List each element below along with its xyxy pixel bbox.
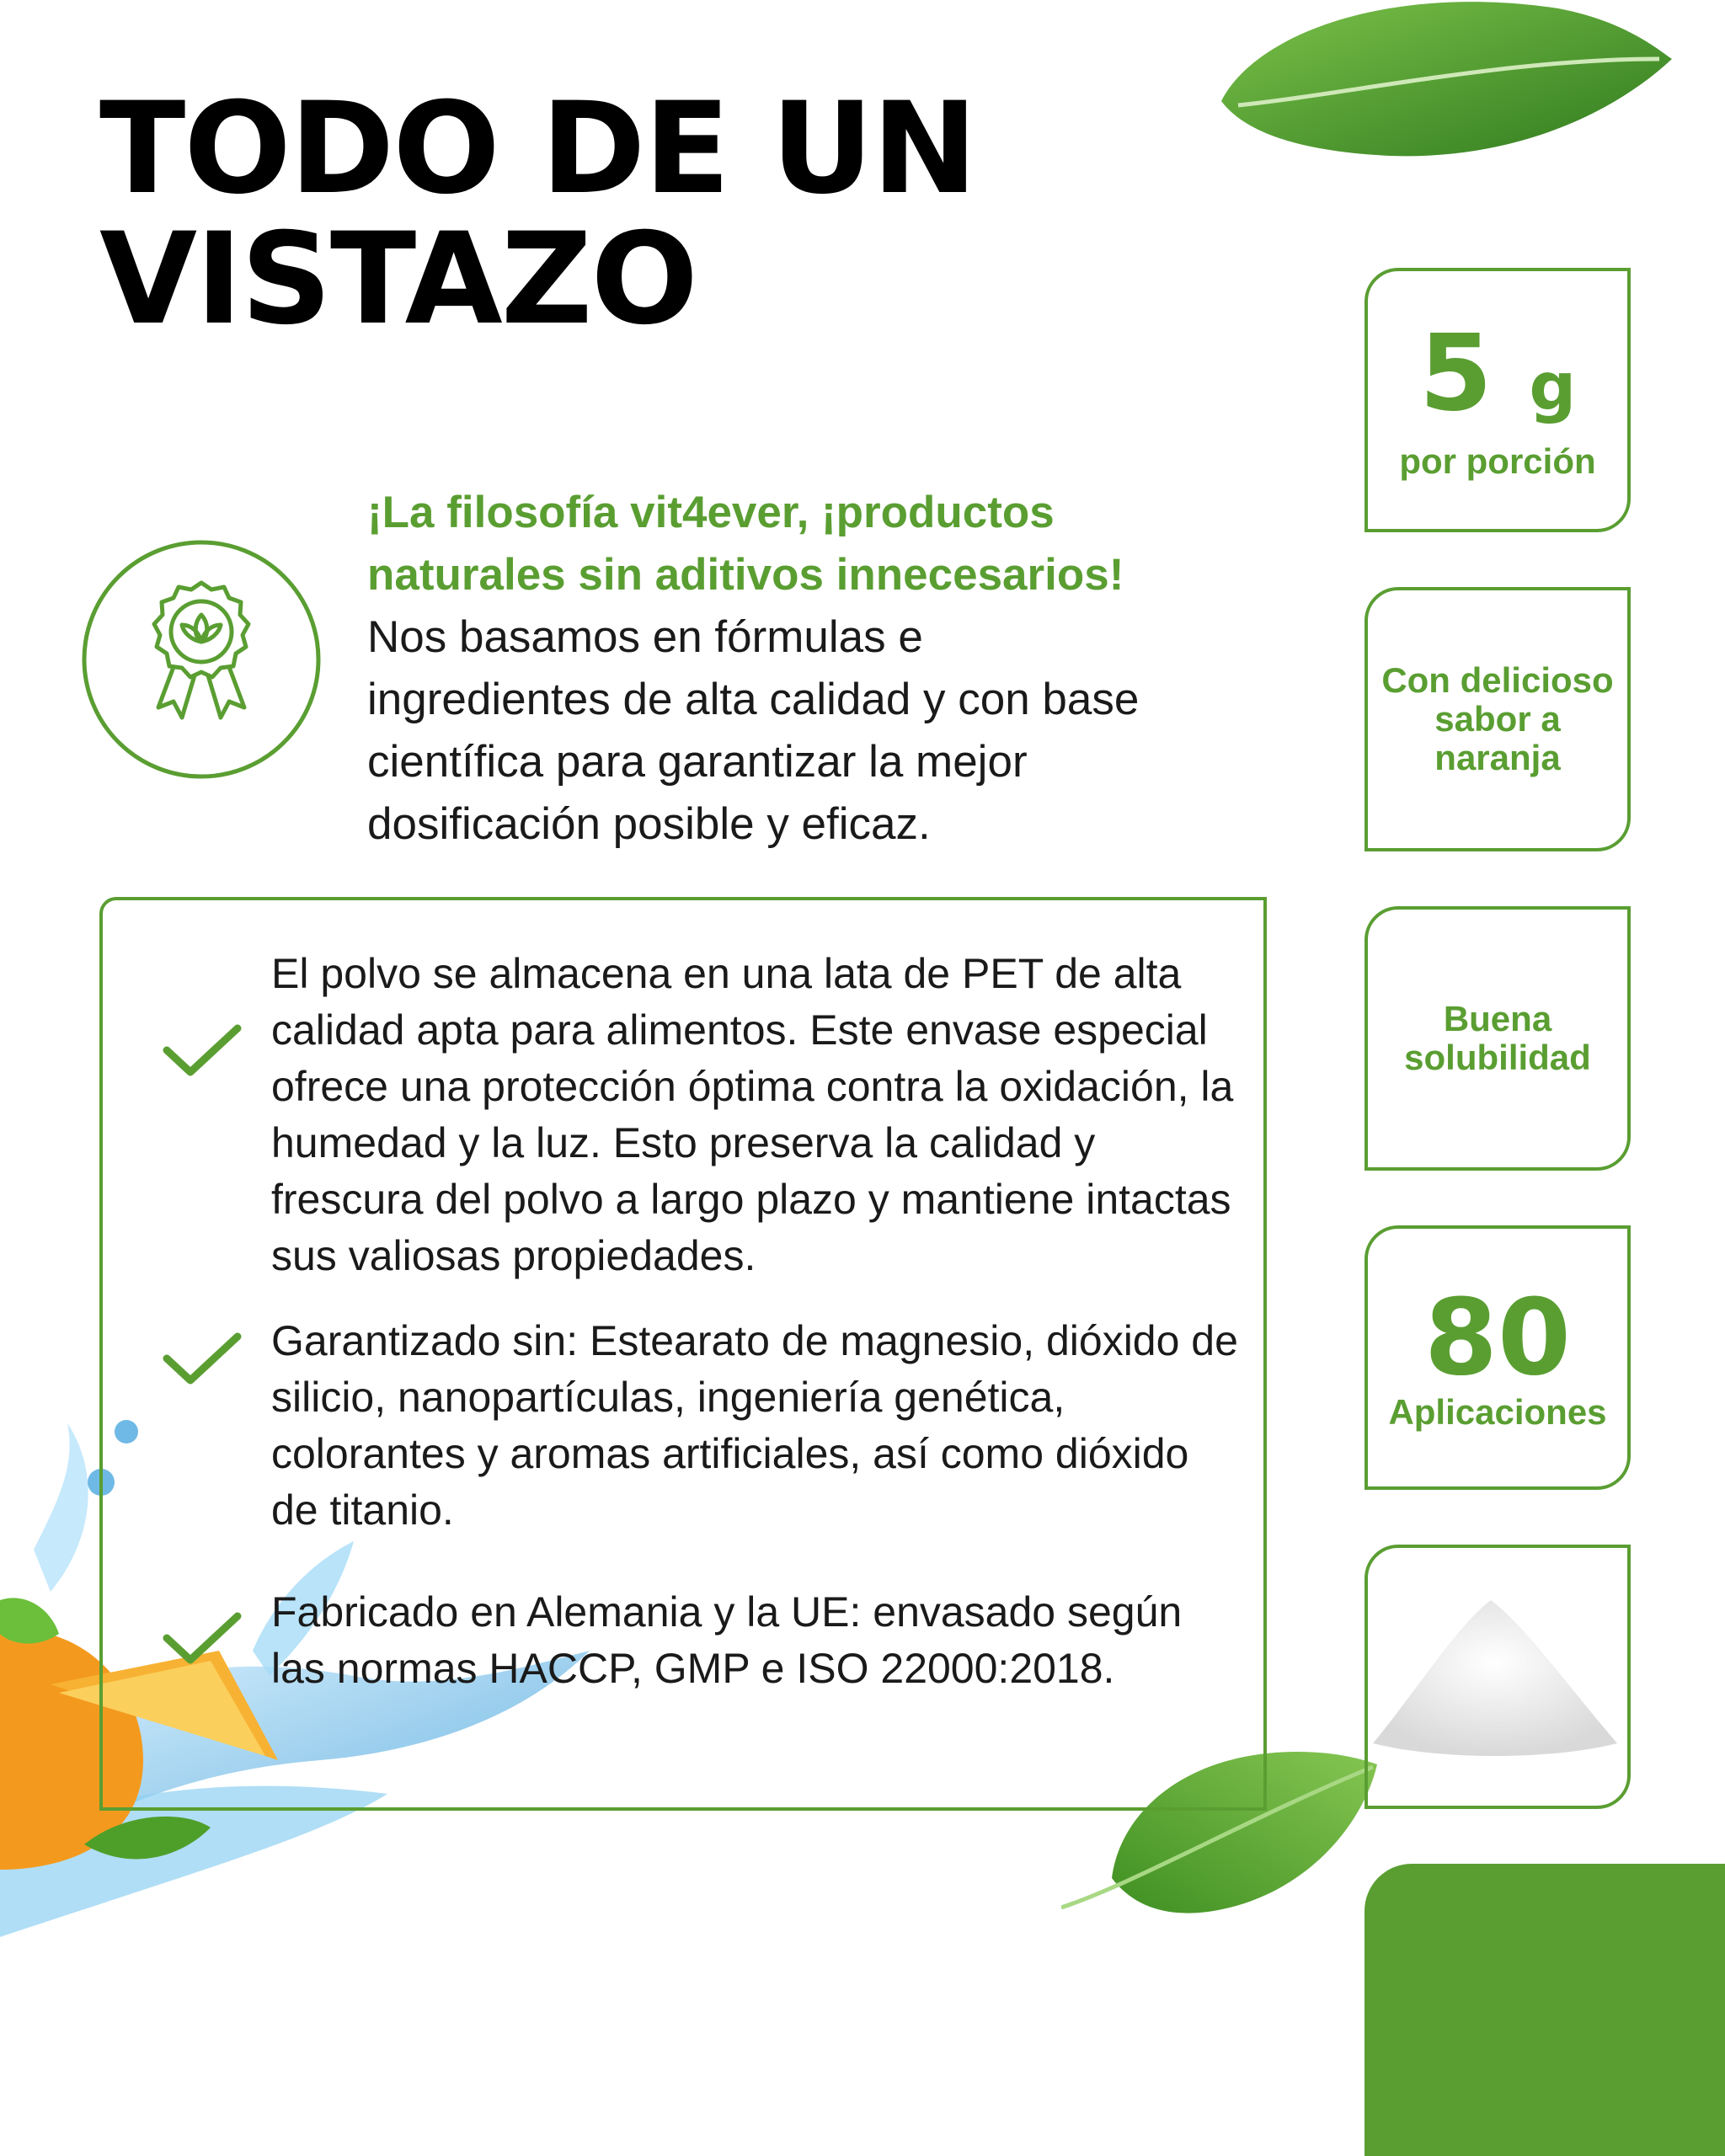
serving-size-badge <box>1365 268 1631 532</box>
powder-badge <box>1365 1545 1631 1809</box>
philosophy-body: Nos basamos en fórmulas e ingredientes de alta calidad y con base científica para garantizar la mejor dosificación posible y eficaz. <box>367 612 1140 849</box>
serving-number: 5 <box>1418 312 1493 435</box>
checkmark-icon <box>160 1330 244 1389</box>
green-accent-tab <box>1365 1864 1725 2156</box>
page-title <box>99 76 976 353</box>
philosophy-headline: ¡La filosofía vit4ever, ¡productos naturales sin aditivos innecesarios! <box>367 488 1124 600</box>
applications-value: 80 <box>1424 1277 1571 1399</box>
applications-badge <box>1365 1225 1631 1490</box>
serving-value <box>1418 312 1577 442</box>
checkmark-icon <box>160 1022 244 1081</box>
serving-unit: g <box>1529 350 1577 425</box>
benefit-text: Fabricado en Alemania y la UE: envasado según las normas HACCP, GMP e ISO 22000:2018. <box>271 1588 1183 1692</box>
title-line-2: VISTAZO <box>99 206 697 353</box>
flavor-label: Con delicioso sabor a naranja <box>1381 660 1614 777</box>
philosophy-text <box>367 482 1176 856</box>
solubility-badge <box>1365 906 1631 1171</box>
serving-label: por porción <box>1399 441 1596 481</box>
applications-label: Aplicaciones <box>1388 1392 1607 1432</box>
flavor-badge <box>1365 587 1631 851</box>
leaf-icon <box>1204 0 1676 168</box>
checkmark-icon <box>160 1609 244 1668</box>
quality-rosette-leaf-icon <box>81 539 322 780</box>
solubility-label: Buena solubilidad <box>1404 999 1591 1077</box>
benefit-text: Garantizado sin: Estearato de magnesio, dióxido de silicio, nanopartículas, ingeniería genética, colorantes y aromas artificiales, así como dióxido de titanio. <box>271 1317 1238 1534</box>
benefit-text: El polvo se almacena en una lata de PET de alta calidad apta para alimentos. Este envase especial ofrece una protección óptima contra la oxidación, la humedad y la luz. Esto preserva la calidad y frescura del polvo a largo plazo y mantiene intactas sus valiosas propiedades. <box>271 950 1234 1279</box>
benefits-box <box>99 897 1267 1811</box>
title-line-1: TODO DE UN <box>99 76 976 222</box>
